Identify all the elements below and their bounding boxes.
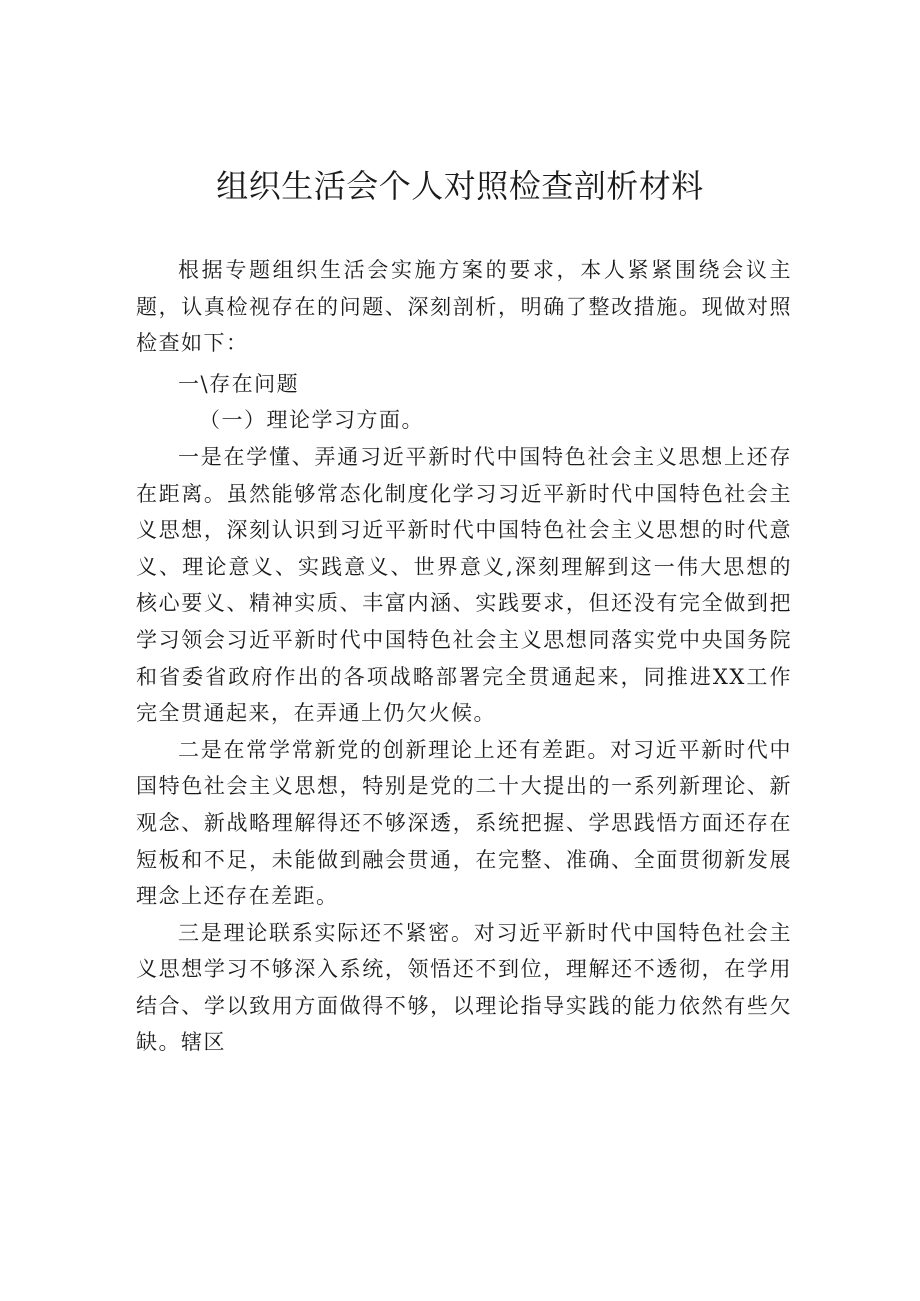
section-heading-problems: 一\存在问题	[178, 371, 300, 396]
document-body	[136, 252, 792, 1061]
intro-paragraph: 根据专题组织生活会实施方案的要求，本人紧紧围绕会议主题，认真检视存在的问题、深刻剖析，明确了整改措施。现做对照检查如下：	[136, 258, 792, 356]
paragraph-point-one: 一是在学懂、弄通习近平新时代中国特色社会主义思想上还存在距离。虽然能够常态化制度化学习习近平新时代中国特色社会主义思想，深刻认识到习近平新时代中国特色社会主义思想的时代意义、理论意义、实践意义、世界意义,深刻理解到这一伟大思想的核心要义、精神实质、丰富内涵、实践要求，但还没有完全做到把学习领会习近平新时代中国特色社会主义思想同落实党中央国务院和省委省政府作出的各项战略部署完全贯通起来，同推进XX工作完全贯通起来，在弄通上仍欠火候。	[136, 444, 792, 726]
subsection-heading-theory-study: （一）理论学习方面。	[199, 408, 424, 433]
paragraph-point-three: 三是理论联系实际还不紧密。对习近平新时代中国特色社会主义思想学习不够深入系统，领悟还不到位，理解还不透彻，在学用结合、学以致用方面做得不够，以理论指导实践的能力依然有些欠缺。辖区	[136, 920, 792, 1055]
paragraph-point-two: 二是在常学常新党的创新理论上还有差距。对习近平新时代中国特色社会主义思想，特别是党的二十大提出的一系列新理论、新观念、新战略理解得还不够深透，系统把握、学思践悟方面还存在短板和不足，未能做到融会贯通，在完整、准确、全面贯彻新发展理念上还存在差距。	[136, 737, 792, 909]
document-title: 组织生活会个人对照检查剖析材料	[216, 167, 704, 205]
